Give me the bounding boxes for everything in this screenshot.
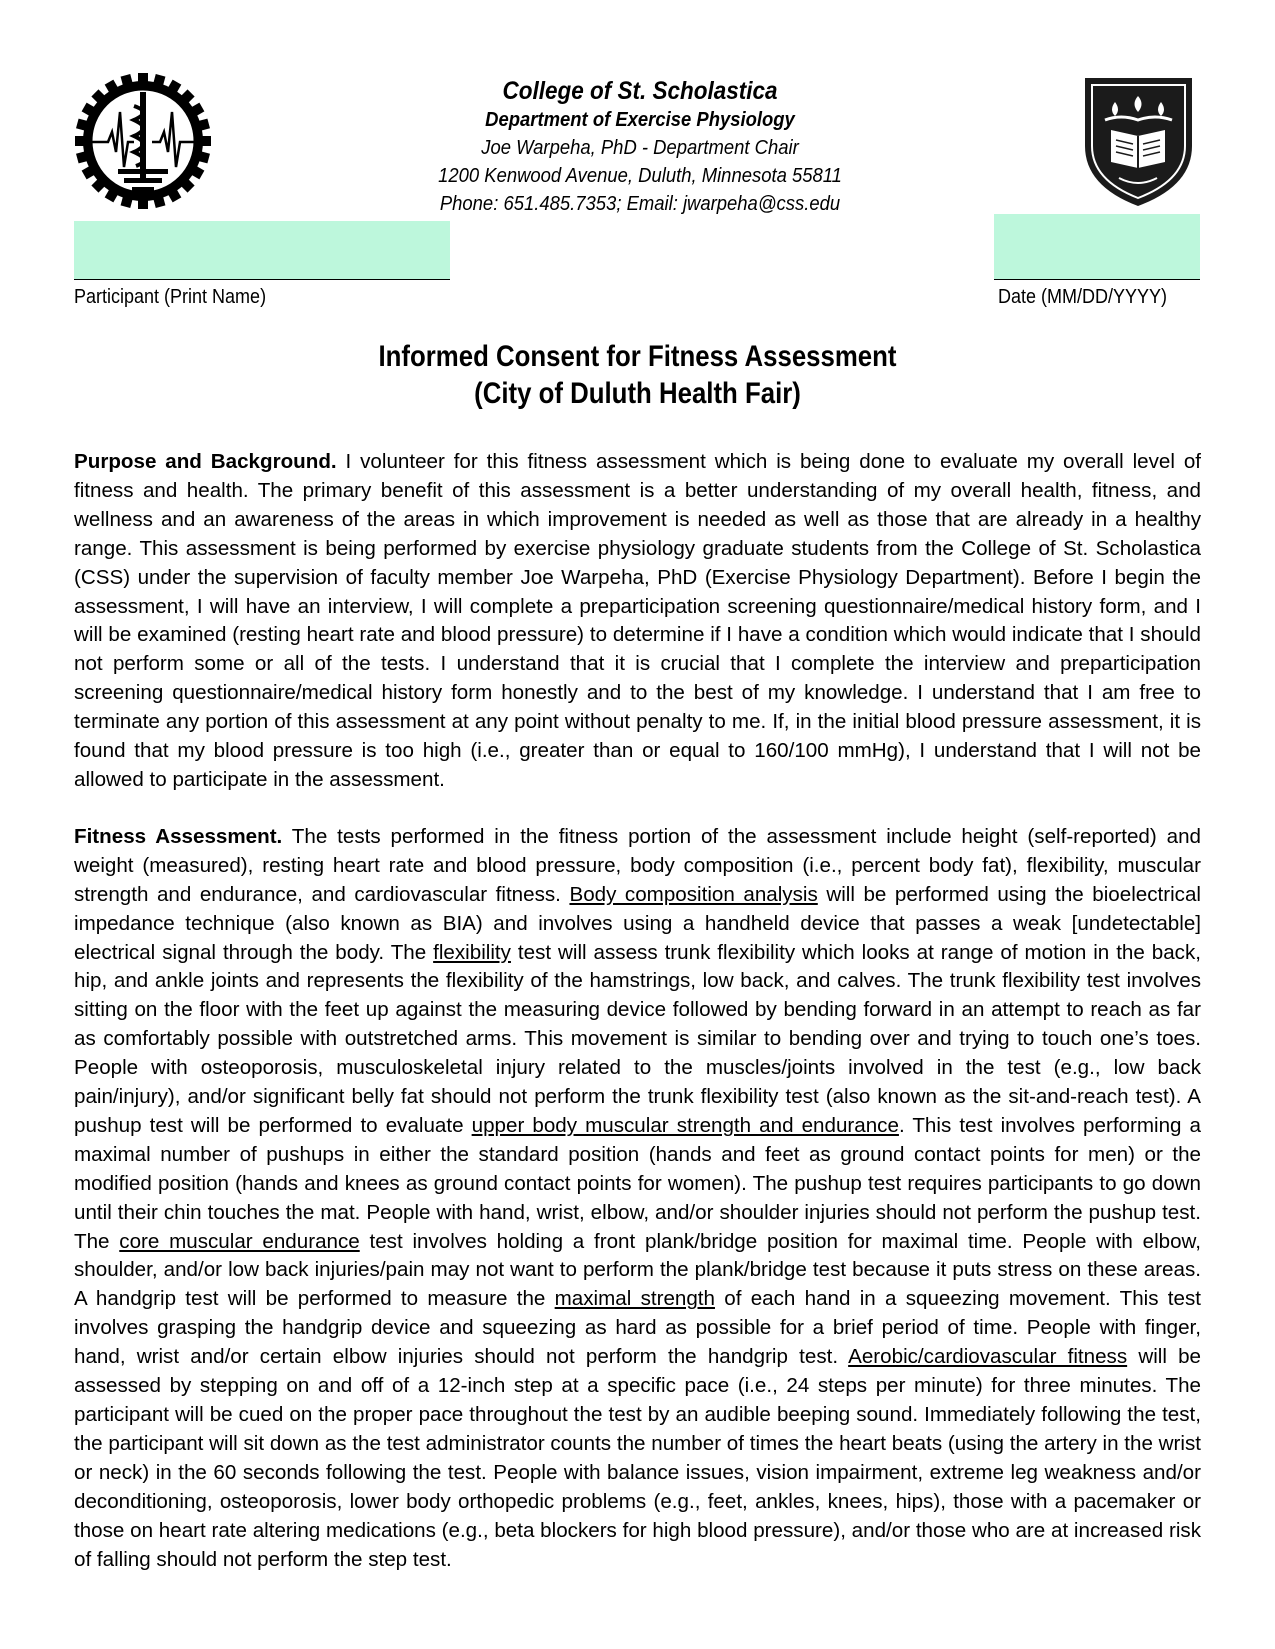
fitness-text: of each hand in a squeezing movement. This test involves grasping the handgrip device and squeezing as hard as possible for a brief period of time. People with finger, hand, wrist and/or certain elbow injuries should not perform the handgrip test.	[74, 1287, 1201, 1369]
body-composition-term: Body composition analysis	[569, 882, 818, 906]
fitness-text: . This test involves performing a maximal number of pushups in either the standard position (hands and feet as ground contact points for men) or the modified position (hands and knees as ground contact points for women). The pushup test requires participants to go down until their chin touches the mat. People with hand, wrist, elbow, and/or shoulder injuries should not perform the pushup test. The	[74, 1113, 1202, 1253]
date-field[interactable]	[994, 214, 1200, 280]
upper-body-strength-term: upper body muscular strength and endurance	[471, 1113, 899, 1137]
fitness-text: will be performed using the bioelectrical impedance technique (also known as BIA) and involves using a handheld device that passes a weak [undetectable] electrical signal through the body. The	[74, 882, 1202, 964]
participant-name-field[interactable]	[74, 221, 450, 280]
college-shield-icon	[1081, 74, 1196, 210]
purpose-heading: Purpose and Background.	[74, 450, 337, 473]
fitness-text: will be assessed by stepping on and off of a 12-inch step at a specific pace (i.e., 24 steps per minute) for three minutes. The participant will be cued on the proper pace throughout the test by an audible beeping sound. Immediately following the test, the participant will sit down as the test administrator counts the number of times the heart beats (using the artery in the wrist or neck) in the 60 seconds following the test. People with balance issues, vision impairment, extreme leg weakness and/or deconditioning, osteoporosis, lower body orthopedic problems (e.g., feet, ankles, knees, hips), those with a pacemaker or those on heart rate altering medications (e.g., beta blockers for high blood pressure), and/or those who are at increased risk of falling should not perform the step test.	[74, 1345, 1202, 1571]
fitness-text: The tests performed in the fitness portion of the assessment include height (self-reported) and weight (measured), resting heart rate and blood pressure, body composition (i.e., percent body fat), flexibility, muscular strength and endurance, and cardiovascular fitness.	[74, 824, 1201, 906]
fitness-text: test will assess trunk flexibility which looks at range of motion in the back, hip, and ankle joints and represents the flexibility of the hamstrings, low back, and calves. The trunk flexibility test involves sitting on the floor with the feet up against the measuring device followed by bending forward in an attempt to reach as far as comfortably possible with outstretched arms. This movement is similar to bending over and trying to touch one’s toes. People with osteoporosis, musculoskeletal injury related to the muscles/joints involved in the test (e.g., low back pain/injury), and/or significant belly fat should not perform the trunk flexibility test (also known as the sit-and-reach test). A pushup test will be performed to evaluate	[74, 940, 1201, 1137]
purpose-paragraph	[74, 448, 1201, 795]
fitness-paragraph	[74, 823, 1201, 1575]
purpose-text: I volunteer for this fitness assessment which is being done to evaluate my overall level of fitness and health. The primary benefit of this assessment is a better understanding of my overall health, fitness, and wellness and an awareness of the areas in which improvement is needed as well as those that are already in a healthy range. This assessment is being performed by exercise physiology graduate students from the College of St. Scholastica (CSS) under the supervision of faculty member Joe Warpeha, PhD (Exercise Physiology Department). Before I begin the assessment, I will have an interview, I will complete a preparticipation screening questionnaire/medical history form, and I will be examined (resting heart rate and blood pressure) to determine if I have a condition which would indicate that I should not perform some or all of the tests. I understand that it is crucial that I complete the interview and preparticipation screening questionnaire/medical history form honestly and to the best of my knowledge. I understand that I am free to terminate any portion of this assessment at any point without penalty to me. If, in the initial blood pressure assessment, it is found that my blood pressure is too high (i.e., greater than or equal to 160/100 mmHg), I understand that I will not be allowed to participate in the assessment.	[74, 450, 1201, 791]
core-endurance-term: core muscular endurance	[119, 1229, 360, 1253]
college-name: College of St. Scholastica	[502, 77, 778, 105]
letterhead	[340, 76, 940, 218]
participant-name-label: Participant (Print Name)	[74, 286, 267, 308]
date-label: Date (MM/DD/YYYY)	[998, 286, 1168, 308]
document-title	[150, 338, 1125, 412]
fitness-heading: Fitness Assessment.	[74, 824, 283, 848]
address: 1200 Kenwood Avenue, Duluth, Minnesota 55811	[438, 164, 842, 187]
aerobic-fitness-term: Aerobic/cardiovascular fitness	[848, 1345, 1128, 1369]
title-line-1: Informed Consent for Fitness Assessment	[378, 340, 897, 373]
flexibility-term: flexibility	[433, 940, 511, 964]
maximal-strength-term: maximal strength	[554, 1287, 715, 1311]
exercise-physiology-logo-icon	[74, 72, 212, 210]
department-name: Department of Exercise Physiology	[485, 108, 795, 131]
contact-info: Phone: 651.485.7353; Email: jwarpeha@css.edu	[439, 192, 841, 215]
fitness-text: test involves holding a front plank/bridge position for maximal time. People with elbow, shoulder, and/or low back injuries/pain may not want to perform the plank/bridge test because it puts stress on these areas. A handgrip test will be performed to measure the	[74, 1229, 1202, 1311]
department-chair: Joe Warpeha, PhD - Department Chair	[481, 136, 799, 159]
title-line-2: (City of Duluth Health Fair)	[474, 377, 801, 410]
document-body	[74, 448, 1201, 1602]
